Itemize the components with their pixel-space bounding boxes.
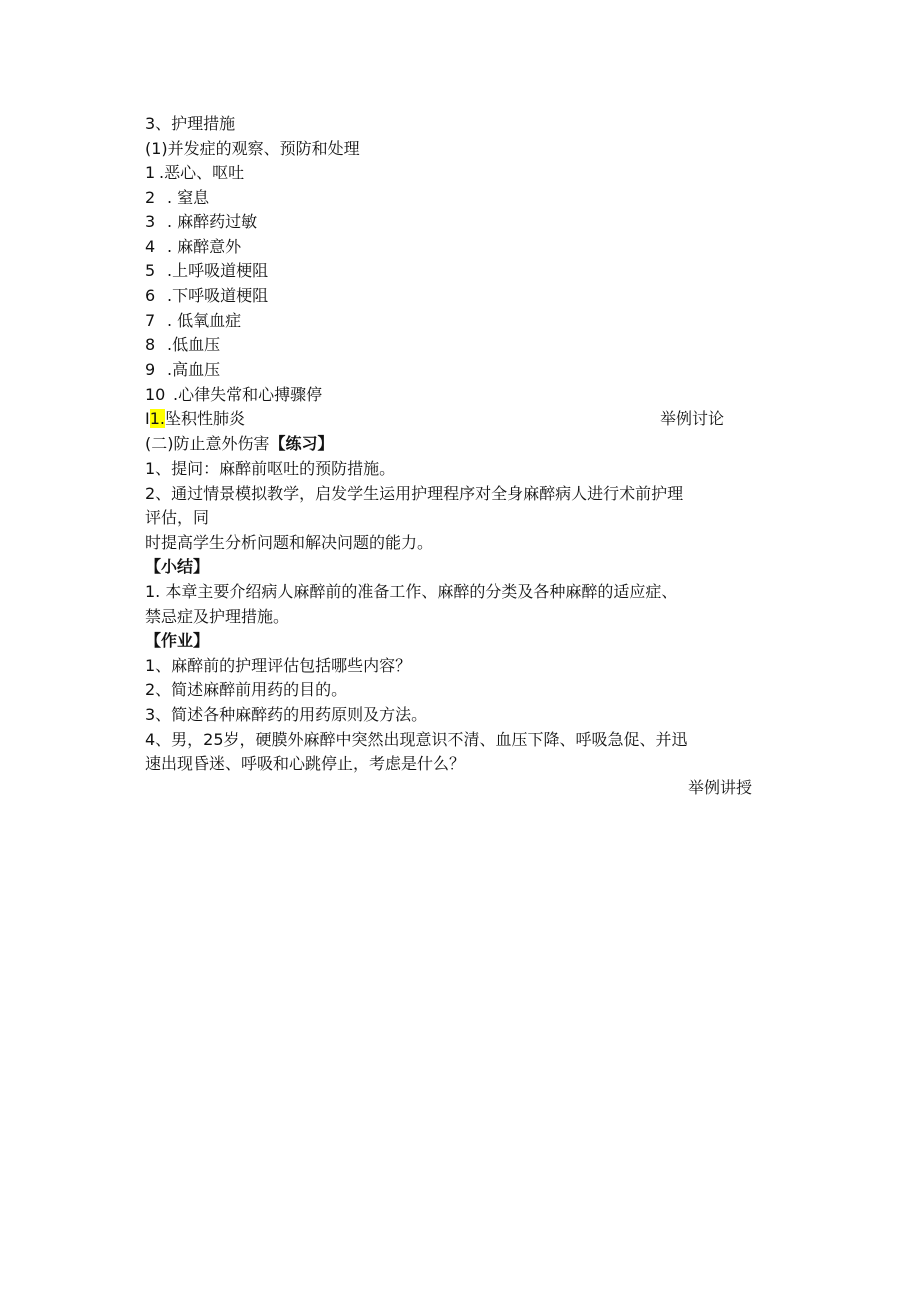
item-number: 7: [145, 311, 156, 330]
exercise-line: 1、提问：麻醉前呕吐的预防措施。: [145, 459, 396, 478]
item-number: 9: [145, 360, 156, 379]
homework-item: 4、男，25岁，硬膜外麻醉中突然出现意识不清、血压下降、呼吸急促、并迅: [145, 730, 688, 749]
item-text: .心律失常和心搏骤停: [173, 385, 323, 404]
margin-note-discuss: 举例讨论: [660, 409, 725, 428]
list-item: [145, 334, 220, 356]
homework-item: 速出现昏迷、呼吸和心跳停止，考虑是什么？: [145, 754, 466, 773]
item-number: 8: [145, 335, 156, 354]
summary-heading: 【小结】: [145, 557, 210, 576]
item-prefix: I: [145, 409, 150, 428]
part2-heading: [145, 433, 334, 455]
item-number: 5: [145, 261, 156, 280]
item-text: .下呼吸道梗阻: [167, 286, 269, 305]
list-item: [145, 211, 257, 233]
homework-item: 1、麻醉前的护理评估包括哪些内容？: [145, 656, 412, 675]
list-item: [145, 285, 268, 307]
list-item: [145, 260, 268, 282]
sub-title: (1)并发症的观察、预防和处理: [145, 139, 360, 158]
item-text: .上呼吸道梗阻: [167, 261, 269, 280]
list-item: [145, 162, 244, 184]
list-item: [145, 384, 322, 406]
section-title: 3、护理措施: [145, 114, 236, 133]
item-text: . 窒息: [167, 188, 210, 207]
item-number: 6: [145, 286, 156, 305]
part2-prefix: (二)防止意外伤害: [145, 434, 270, 453]
list-item: [145, 408, 245, 430]
list-item: [145, 359, 220, 381]
item-number: 1: [145, 163, 156, 182]
exercise-heading: 【练习】: [269, 434, 334, 453]
item-text: . 麻醉意外: [167, 237, 242, 256]
exercise-line: 时提高学生分析问题和解决问题的能力。: [145, 533, 434, 552]
margin-note-teach: 举例讲授: [688, 778, 753, 797]
exercise-line: 2、通过情景模拟教学，启发学生运用护理程序对全身麻醉病人进行术前护理: [145, 484, 684, 503]
exercise-line: 评估，同: [145, 508, 210, 527]
homework-heading: 【作业】: [145, 631, 210, 650]
item-text: .低血压: [167, 335, 221, 354]
summary-line: 1. 本章主要介绍病人麻醉前的准备工作、麻醉的分类及各种麻醉的适应症、: [145, 582, 678, 601]
item-text: . 麻醉药过敏: [167, 212, 258, 231]
item-number: 10: [145, 385, 166, 404]
summary-line: 禁忌症及护理措施。: [145, 607, 290, 626]
item-text: . 低氧血症: [167, 311, 242, 330]
list-item: [145, 310, 241, 332]
item-text: .高血压: [167, 360, 221, 379]
highlighted-number: 1.: [149, 409, 165, 428]
list-item: [145, 236, 241, 258]
item-text: 坠积性肺炎: [164, 409, 245, 428]
homework-item: 3、简述各种麻醉药的用药原则及方法。: [145, 705, 428, 724]
item-number: 4: [145, 237, 156, 256]
item-number: 3: [145, 212, 156, 231]
list-item: [145, 187, 209, 209]
homework-item: 2、简述麻醉前用药的目的。: [145, 680, 348, 699]
item-text: .恶心、呕吐: [159, 163, 245, 182]
item-number: 2: [145, 188, 156, 207]
